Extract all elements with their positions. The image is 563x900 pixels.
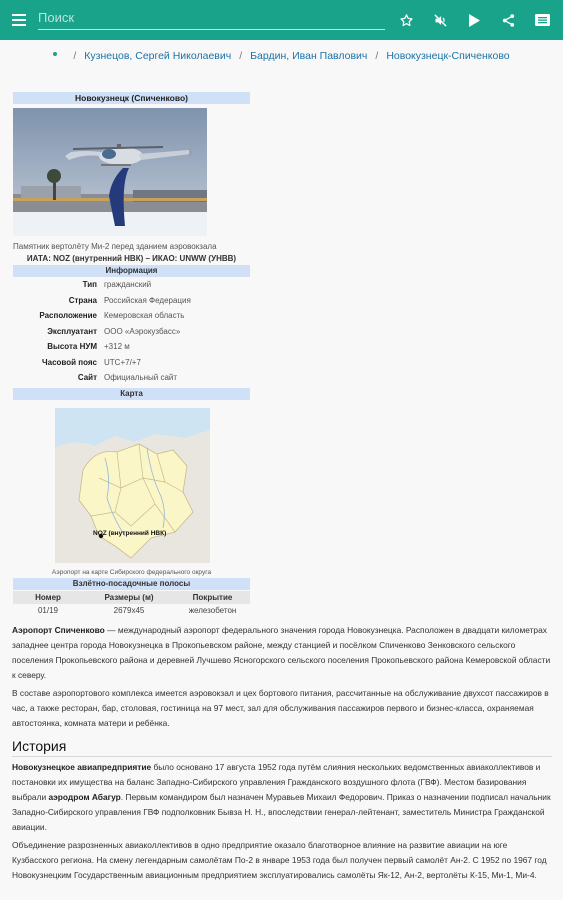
infobox-title: Новокузнецк (Спиченково): [13, 92, 250, 104]
divider: [12, 756, 552, 757]
runways-section-header: Взлётно-посадочные полосы: [13, 578, 250, 590]
facilities-text: В составе аэропортового комплекса имеется аэровокзал и цех бортового питания, рассчитанные на обслуживание двухсот пассажиров в час, а также ресторан, бар, столовая, гостиница на 97 мест, зал для обслуживания пассажиров первого и бизнес-класса, охраняемая автостоянка, комната матери и ребёнка.: [12, 688, 549, 728]
intro-text: — международный аэропорт федерального значения города Новокузнецка. Расположен в двадцати километрах западнее центра города Новокузнецка в Прокопьевском районе, между станцией и посёлком Спиченково Зенковского сельского поселения Прокопьевского района и деревней Лучшево Ясногорского сельского поселения Прокопьевского района Кемеровской области к северу.: [12, 625, 551, 680]
app-bar: [0, 0, 563, 40]
info-row: [13, 308, 250, 324]
info-row: [13, 293, 250, 309]
info-value: Российская Федерация: [104, 295, 191, 305]
helicopter-photo[interactable]: [13, 108, 207, 236]
menu-icon[interactable]: [0, 0, 38, 40]
breadcrumb-separator: /: [375, 50, 379, 62]
history-subject: Новокузнецкое авиапредприятие: [12, 762, 152, 772]
info-value: ООО «Аэрокузбасс»: [104, 326, 181, 336]
location-map[interactable]: [55, 408, 210, 563]
bullet-icon: [53, 52, 57, 56]
list-icon[interactable]: [525, 0, 559, 40]
breadcrumb: [0, 50, 563, 70]
column-header: Покрытие: [192, 592, 233, 602]
info-key: Высота НУМ: [47, 342, 97, 352]
history-paragraph-1: [12, 760, 552, 835]
runway-size: 2679x45: [113, 605, 145, 615]
search-box: [38, 0, 385, 40]
info-value: Кемеровская область: [104, 311, 185, 321]
history-paragraph-2: [12, 838, 552, 883]
intro-paragraph: [12, 623, 552, 683]
article-subject: Аэропорт Спиченково: [12, 625, 105, 635]
info-row: [13, 355, 250, 371]
column-header: Номер: [35, 592, 61, 602]
info-key: Тип: [82, 280, 97, 290]
table-row: [13, 604, 250, 618]
map-marker-label: NOZ (внутренний НВК): [93, 529, 167, 537]
info-row: [13, 324, 250, 340]
toolbar-actions: [389, 0, 559, 40]
column-header: Размеры (м): [104, 592, 154, 602]
facilities-paragraph: [12, 686, 552, 731]
breadcrumb-item[interactable]: Бардин, Иван Павлович: [250, 50, 368, 62]
breadcrumb-separator: /: [73, 50, 77, 62]
info-value: UTC+7/+7: [104, 357, 141, 367]
map-section-header: Карта: [13, 388, 250, 400]
history-text: . Первым командиром был назначен Муравьев Михаил Федорович. Приказ о назначении подписал начальник Западно-Сибирского управления ГВФ подполковник Бывза Н. Н., впоследствии генерал-лейтенант, заместитель Министра Гражданской авиации.: [12, 792, 551, 832]
play-icon[interactable]: [457, 0, 491, 40]
share-icon[interactable]: [491, 0, 525, 40]
infobox: [13, 92, 250, 618]
info-row: [13, 277, 250, 293]
info-key: Сайт: [77, 373, 97, 383]
runway-number: 01/19: [37, 605, 59, 615]
info-key: Часовой пояс: [42, 357, 97, 367]
info-key: Страна: [68, 295, 97, 305]
history-text: Объединение разрозненных авиаколлективов в одно предприятие оказало благотворное влияние на развитие авиации на юге Кузбасского региона. На смену легендарным самолётам По-2 в январе 1953 года был получен первый самолёт Ан-2. С 1952 по 1967 год Новокузнецким Государственным авиационным предприятием эксплуатировались самолёты Як-12, Ан-2, вертолёты К-15, Ми-1, Ми-4.: [12, 840, 547, 880]
runway-surface: железобетон: [188, 605, 237, 615]
breadcrumb-item[interactable]: Новокузнецк-Спиченково: [386, 50, 510, 62]
map-caption: Аэропорт на карте Сибирского федерального округа: [51, 568, 212, 576]
star-icon[interactable]: [389, 0, 423, 40]
history-text: было основано 17 августа 1952 года путём слияния нескольких ведомственных авиаколлективов и постановки их имущества на баланс Западно-Сибирского управления Гражданского воздушного флота (ГВФ). Местом базирования выбрали: [12, 762, 541, 802]
breadcrumb-item[interactable]: Кузнецов, Сергей Николаевич: [84, 50, 232, 62]
info-row: [13, 339, 250, 355]
website-link[interactable]: Официальный сайт: [104, 373, 178, 383]
info-value: +312 м: [104, 342, 130, 352]
info-row: [13, 370, 250, 386]
info-key: Эксплуатант: [47, 326, 97, 336]
photo-caption: Памятник вертолёту Ми-2 перед зданием аэровокзала: [13, 242, 217, 251]
airport-codes: ИАТА: NOZ (внутренний НВК) – ИКАО: UNWW (УНВВ): [26, 254, 237, 263]
history-heading: История: [12, 738, 67, 754]
history-airfield: аэродром Абагур: [48, 792, 121, 802]
info-section-header: Информация: [13, 265, 250, 277]
info-value: гражданский: [104, 280, 152, 290]
breadcrumb-separator: /: [239, 50, 243, 62]
volume-off-icon[interactable]: [423, 0, 457, 40]
runways-table-header: [13, 591, 250, 604]
info-key: Расположение: [39, 311, 97, 321]
search-input[interactable]: [38, 6, 385, 30]
